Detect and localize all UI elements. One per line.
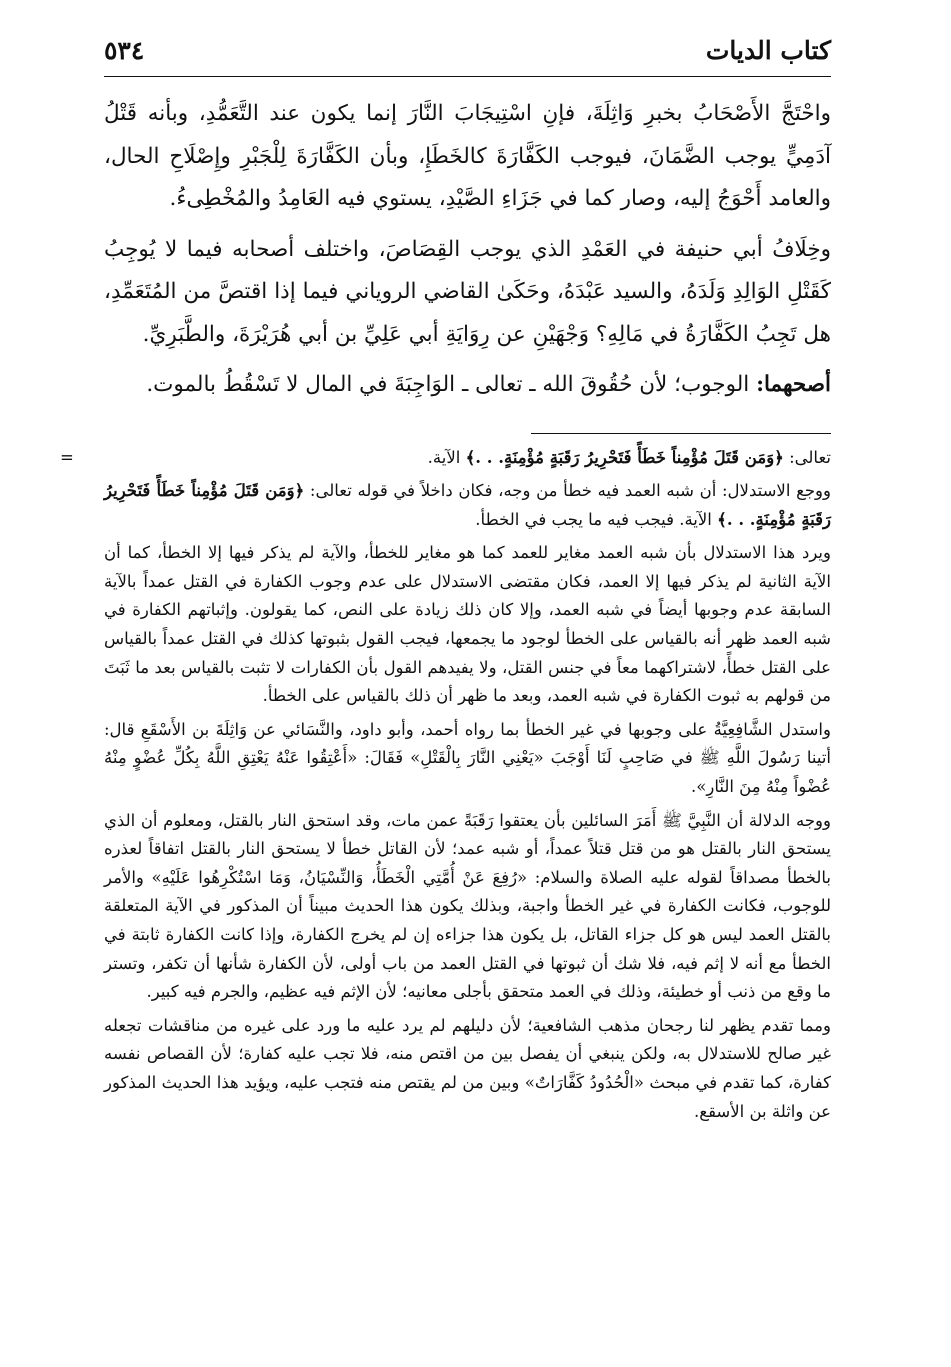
page-header [104,32,831,77]
main-paragraph [104,364,831,407]
footnote-paragraph [60,444,831,473]
footnote-separator [531,433,831,434]
footnotes [60,444,831,1127]
quran-verse: ﴿وَمَن قَتَلَ مُؤْمِناً خَطَأً فَتَحْرِيرُ رَقَبَةٍ مُؤْمِنَةٍ. . .﴾ [465,447,784,467]
footnote-paragraph: واستدل الشَّافِعِيَّةُ على وجوبها في غير الخطأ بما رواه أحمد، وأبو داود، والنَّسَائي عن وَاثِلَةَ بن الأَسْقَعِ قال: أتينا رَسُولَ اللَّهِ ﷺ في صَاحِبٍ لَنَا أَوْجَبَ «يَعْنِي النَّارَ بِالْقَتْلِ» فَقَالَ: «أَعْتِقُوا عَنْهُ يَعْتِقِ اللَّهُ بِكُلِّ عُضْوٍ مِنْهُ عُضْواً مِنْهُ مِنَ النَّارِ». [104,719,831,797]
footnote-paragraph: ومما تقدم يظهر لنا رجحان مذهب الشافعية؛ لأن دليلهم لم يرد عليه ما ورد على غيره من مناقشات تجعله غير صالح للاستدلال به، ولكن ينبغي أن يفصل بين من اقتص منه، فلا تجب عليه كفارة؛ لأن القصاص نفسه كفارة، كما تقدم في مبحث «الْحُدُودُ كَفَّارَاتٌ» وبين من لم يقتص منه فتجب عليه، ويؤيد هذا الحديث المذكور عن واثلة بن الأسقع. [104,1015,831,1121]
paragraph-lead: أصحهما: [756,372,831,397]
continuation-mark: = [60,447,74,467]
paragraph-text: الوجوب؛ لأن حُقُوقَ الله ـ تعالى ـ الوَاجِبَةَ في المال لا تَسْقُطُ بالموت. [146,372,757,397]
book-page [60,32,831,1352]
quran-verse: ﴿وَمَن قَتَلَ مُؤْمِناً خَطَأً فَتَحْرِيرُ رَقَبَةٍ مُؤْمِنَةٍ. . .﴾ [104,481,831,529]
main-paragraph: واحْتَجَّ الأَصْحَابُ بخبرِ وَاثِلَةَ، فإنِ اسْتِيجَابَ النَّارَ إنما يكون عند التَّعَمُّدِ، وبأنه قَتْلُ آدَمِيٍّ يوجب الضَّمَانَ، فيوجب الكَفَّارَةَ كالخَطَإِ، وبأن الكَفَّارَةَ لِلْجَبْرِ وإِصْلَاحِ الحال، والعامد أَحْوَجُ إليه، وصار كما في جَزَاءِ الصَّيْدِ، يستوي فيه العَامِدُ والمُخْطِىءُ. [104,101,831,211]
main-text [104,93,831,407]
chapter-title: كتاب الديات [705,36,831,65]
footnote-paragraph: ووجه الدلالة أن النَّبِيَّ ﷺ أَمَرَ السائلين بأن يعتقوا رَقَبَةً عمن مات، وقد استحق النار بالقتل، ومعلوم أن الذي يستحق النار بالقتل هو من قتل قتلاً عمداً، أو شبه عمد؛ لأن القاتل خطأ لا يستحق النار بالقتل اتفاقاً لعذره بالخطأ مصداقاً لقوله عليه الصلاة والسلام: «رُفِعَ عَنْ أُمَّتِي الْخَطَأُ، وَالنِّسْيَانُ، وَمَا اسْتُكْرِهُوا عَلَيْهِ» والأمر للوجوب، فكانت الكفارة في غير الخطأ واجبة، وبذلك يكون هذا الحديث مبيناً أن المذكور في الآية المتعلقة بالقتل العمد ليس هو كل جزاء القاتل، بل يكون هذا جزاءه إن لم يخرج الكفارة، وإذا كانت الكفارة ثابتة في الخطأ مع أنه لا إثم فيه، فلا شك أن ثبوتها في القتل العمد من باب أولى، لأن الكفارة شأنها أن تكفر، وتستر ما وقع من ذنب أو خطيئة، وذلك في العمد متحقق بأجلى معانيه؛ لأن الإثم فيه عظيم، والجرم فيه كبير. [104,810,831,1002]
footnote-paragraph: ويرد هذا الاستدلال بأن شبه العمد مغاير للعمد كما هو مغاير للخطأ، والآية لم يذكر فيها إلا الخطأ، كما أن الآية الثانية لم يذكر فيها إلا العمد، فكان مقتضى الاستدلال على عدم وجوب الكفارة في القتل عمداً بالآية السابقة عدم وجوبها أيضاً في شبه العمد، وإلا كان ذلك زيادة على النص، كما يقولون. وإثباتهم الكفارة في شبه العمد ظهر أنه بالقياس على الخطأ لوجود ما يجمعها، فيجب القول بثبوتها كذلك في القتل عمداً بالقياس على القتل خطأً، لاشتراكهما معاً في جنس القتل، ولا يفيدهم القول بأن الكفارات لا تثبت بالقياس بعد ما ثَبَتَ من قولهم به ثبوت الكفارة في شبه العمد، وبعد ما ظهر أن ذلك بالقياس على الخطأ. [104,543,831,706]
footnote-text: الآية. فيجب فيه ما يجب في الخطأ. [475,509,718,529]
footnote-text: تعالى: [783,447,831,467]
footnote-paragraph [104,477,831,534]
page-number: ٥٣٤ [104,36,145,65]
footnote-text: ووجع الاستدلال: أن شبه العمد فيه خطأ من وجه، فكان داخلاً في قوله تعالى: [304,481,831,501]
footnote-text: الآية. [427,447,466,467]
main-paragraph: وخِلَافُ أبي حنيفة في العَمْدِ الذي يوجب القِصَاصَ، واختلف أصحابه فيما لا يُوجِبُ كَقَتْلِ الوَالِدِ وَلَدَهُ، والسيد عَبْدَهُ، وحَكَىٰ القاضي الروياني فيما إذا اقتصَّ من المُتَعَمِّدِ، هل تَجِبُ الكَفَّارَةُ في مَالِهِ؟ وَجْهَيْنِ عن رِوَايَةِ أبي عَلِيِّ بن أبي هُرَيْرَةَ، والطَّبَرِيِّ. [104,236,831,347]
